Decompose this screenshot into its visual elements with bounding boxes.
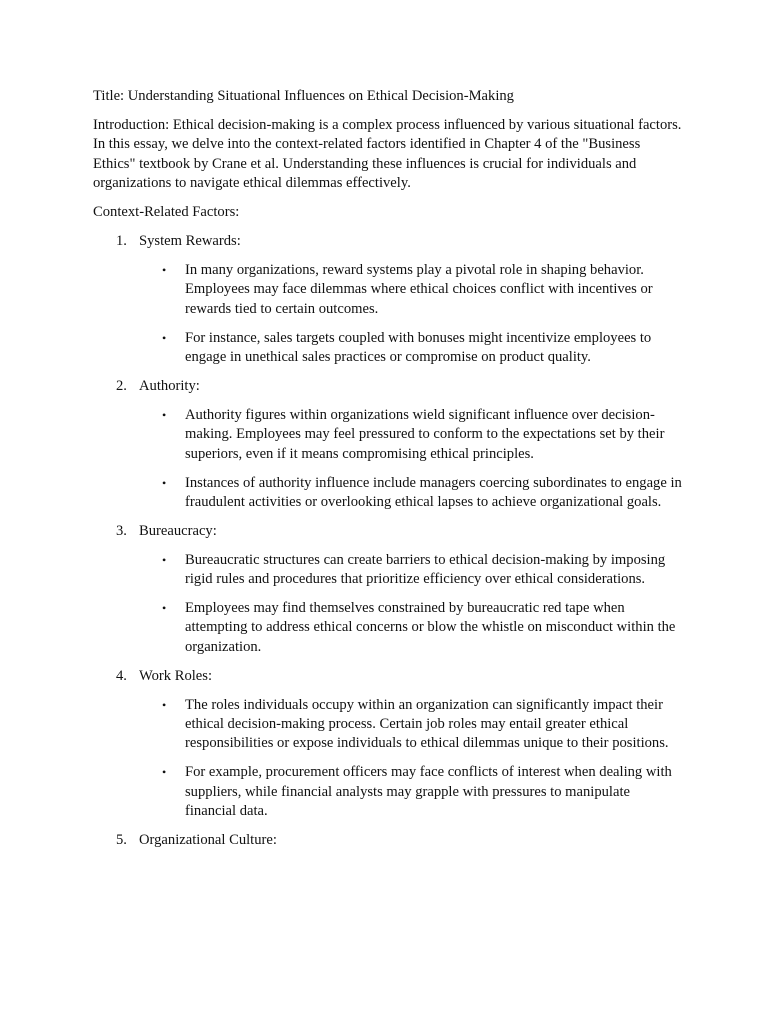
factor-item	[93, 522, 683, 657]
bullet-text: Instances of authority influence include managers coercing subordinates to engage in fraudulent activities or overlooking ethical lapses to achieve organizational goals.	[185, 474, 682, 510]
factor-heading	[93, 831, 683, 850]
bullet-icon: •	[162, 330, 167, 345]
factor-heading	[93, 377, 683, 396]
factor-heading	[93, 522, 683, 541]
factor-number: 3.	[116, 522, 127, 539]
section-heading: Context-Related Factors:	[93, 204, 240, 221]
factor-points	[93, 406, 683, 513]
factor-number: 1.	[116, 232, 127, 249]
factor-heading	[93, 667, 683, 686]
bullet-text: For example, procurement officers may face conflicts of interest when dealing with suppliers, while financial analysts may grapple with pressures to manipulate financial data.	[185, 764, 672, 820]
bullet-text: The roles individuals occupy within an organization can significantly impact their ethical decision-making process. Certain job roles may entail greater ethical responsibilities or expose individuals to ethical dilemmas unique to their positions.	[185, 696, 669, 752]
bullet-icon: •	[162, 601, 167, 616]
bullet-point	[93, 474, 683, 513]
factor-item	[93, 831, 683, 850]
bullet-icon: •	[162, 697, 167, 712]
bullet-point	[93, 329, 683, 368]
bullet-point	[93, 696, 683, 754]
bullet-icon: •	[162, 475, 167, 490]
document-title: Title: Understanding Situational Influences on Ethical Decision-Making	[93, 88, 514, 104]
bullet-text: Bureaucratic structures can create barriers to ethical decision-making by imposing rigid rules and procedures that prioritize efficiency over ethical considerations.	[185, 551, 666, 588]
bullet-icon: •	[162, 407, 167, 422]
bullet-icon: •	[162, 262, 167, 277]
bullet-point	[93, 599, 683, 657]
factor-number: 2.	[116, 377, 127, 394]
bullet-icon: •	[162, 552, 167, 567]
introduction-paragraph: Introduction: Ethical decision-making is a complex process influenced by various situational factors. In this essay, we delve into the context-related factors identified in Chapter 4 of the "Business Ethics" textbook by Crane et al. Understanding these influences is crucial for individuals and organizations to navigate ethical dilemmas effectively.	[93, 116, 682, 192]
factor-heading-text: System Rewards:	[139, 232, 241, 249]
document-page	[93, 87, 683, 860]
factor-heading	[93, 232, 683, 251]
bullet-point	[93, 551, 683, 590]
factor-item	[93, 667, 683, 822]
factor-heading-text: Bureaucracy:	[139, 522, 217, 539]
factor-heading-text: Authority:	[139, 377, 200, 394]
bullet-text: In many organizations, reward systems play a pivotal role in shaping behavior. Employees may face dilemmas where ethical choices conflict with incentives or rewards tied to certain outcomes.	[185, 261, 653, 317]
factor-list	[93, 232, 683, 851]
factor-item	[93, 377, 683, 512]
factor-points	[93, 551, 683, 658]
factor-number: 4.	[116, 667, 127, 684]
factor-points	[93, 261, 683, 368]
bullet-icon: •	[162, 765, 167, 780]
factor-points	[93, 696, 683, 822]
bullet-text: Employees may find themselves constrained by bureaucratic red tape when attempting to address ethical concerns or blow the whistle on misconduct within the organization.	[185, 600, 676, 655]
bullet-point	[93, 261, 683, 319]
factor-number: 5.	[116, 832, 127, 849]
factor-heading-text: Organizational Culture:	[139, 832, 277, 849]
factor-item	[93, 232, 683, 367]
bullet-point	[93, 406, 683, 464]
bullet-text: For instance, sales targets coupled with bonuses might incentivize employees to engage in unethical sales practices or compromise on product quality.	[185, 329, 652, 365]
bullet-text: Authority figures within organizations wield significant influence over decision-making. Employees may feel pressured to conform to the expectations set by their superiors, even if it means compromising ethical principles.	[185, 406, 665, 462]
factor-heading-text: Work Roles:	[139, 667, 213, 684]
bullet-point	[93, 763, 683, 821]
